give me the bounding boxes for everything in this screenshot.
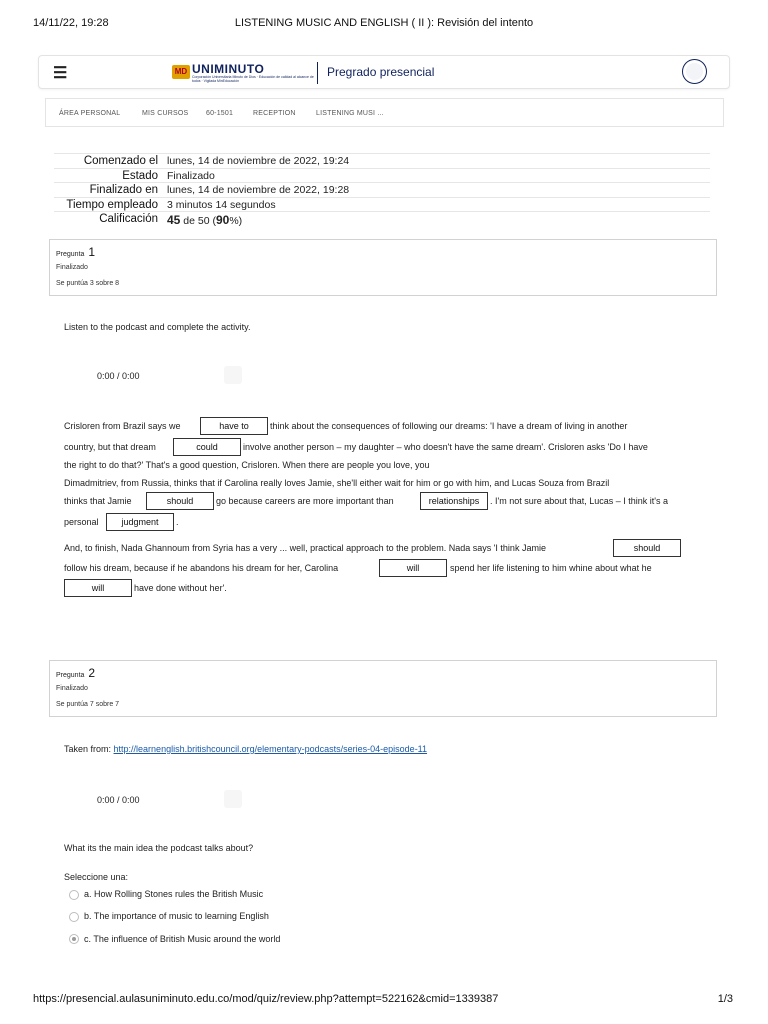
footer-page-number: 1/3 bbox=[717, 993, 733, 1005]
answer-blank-2: could bbox=[173, 438, 241, 456]
summary-row-grade bbox=[54, 211, 710, 226]
q1-text-line: follow his dream, because if he abandons his dream for her, Carolina bbox=[64, 563, 339, 573]
source-prefix: Taken from: bbox=[64, 744, 114, 754]
footer-url: https://presencial.aulasuniminuto.edu.co/mod/quiz/review.php?attempt=522162&cmid=1339387 bbox=[33, 993, 499, 1005]
answer-blank-7: will bbox=[379, 559, 447, 577]
grade-rest: de 50 ( bbox=[180, 215, 216, 227]
answer-blank-3: should bbox=[146, 492, 214, 510]
q1-text-line: And, to finish, Nada Ghannoum from Syria has a very ... well, practical approach to the problem. Nada says 'I think Jamie bbox=[64, 543, 546, 553]
print-date: 14/11/22, 19:28 bbox=[33, 17, 109, 29]
q1-text-line: . bbox=[176, 517, 179, 527]
question-word: Pregunta bbox=[56, 251, 85, 258]
question-label bbox=[56, 245, 95, 259]
breadcrumb-item-course-code[interactable]: 60-1501 bbox=[206, 110, 234, 117]
option-c-label: c. The influence of British Music around the world bbox=[84, 934, 281, 944]
summary-grade-value bbox=[167, 213, 242, 227]
q1-text-line: spend her life listening to him whine about what he bbox=[450, 563, 652, 573]
print-header bbox=[0, 17, 768, 31]
option-b-label: b. The importance of music to learning English bbox=[84, 911, 269, 921]
option-a-label: a. How Rolling Stones rules the British Music bbox=[84, 889, 264, 899]
summary-value: lunes, 14 de noviembre de 2022, 19:24 bbox=[167, 155, 350, 167]
summary-label: Finalizado en bbox=[89, 184, 158, 196]
logo-tagline: Corporación Universitaria Minuto de Dios · Educación de calidad al alcance de todos · Vigilada MinEducación bbox=[192, 75, 314, 83]
menu-icon[interactable]: ☰ bbox=[53, 65, 68, 82]
radio-option-a[interactable] bbox=[69, 890, 79, 900]
q1-text-line: . I'm not sure about that, Lucas – I think it's a bbox=[490, 496, 669, 506]
q1-text-line: have done without her'. bbox=[134, 583, 227, 593]
audio-player-time[interactable]: 0:00 / 0:00 bbox=[97, 795, 140, 805]
site-logo[interactable] bbox=[172, 60, 484, 88]
summary-label: Estado bbox=[122, 169, 158, 182]
answer-blank-1: have to bbox=[200, 417, 268, 435]
question-label bbox=[56, 666, 95, 680]
radio-option-b[interactable] bbox=[69, 912, 79, 922]
grade-end: %) bbox=[229, 215, 243, 227]
q1-text-line: thinks that Jamie bbox=[64, 496, 132, 506]
summary-value: lunes, 14 de noviembre de 2022, 19:28 bbox=[167, 184, 350, 196]
question-1-info bbox=[49, 239, 717, 296]
q1-text-line: go because careers are more important than bbox=[216, 496, 394, 506]
q1-text-line: Dimadmitriev, from Russia, thinks that if Carolina really loves Jamie, she'll either wait for him or go with him, and Lucas Souza from Brazil bbox=[64, 478, 610, 488]
user-avatar[interactable] bbox=[682, 59, 707, 84]
grade-percent: 90 bbox=[215, 213, 230, 227]
question-number: 2 bbox=[88, 666, 96, 680]
audio-volume-icon[interactable] bbox=[224, 790, 242, 808]
audio-player-time[interactable]: 0:00 / 0:00 bbox=[97, 371, 140, 381]
audio-volume-icon[interactable] bbox=[224, 366, 242, 384]
q1-text-line: the right to do that?' That's a good question, Crisloren. When there are people you love, you bbox=[64, 460, 430, 470]
q1-text-line: personal bbox=[64, 517, 99, 527]
question-word: Pregunta bbox=[56, 672, 85, 679]
breadcrumb-item-reception[interactable]: RECEPTION bbox=[253, 110, 296, 117]
summary-row-finished bbox=[54, 182, 710, 197]
summary-row-time-taken bbox=[54, 197, 710, 212]
question-state: Finalizado bbox=[56, 685, 88, 692]
summary-label: Calificación bbox=[99, 213, 158, 225]
attempt-summary bbox=[54, 153, 710, 226]
summary-value: Finalizado bbox=[167, 169, 215, 182]
radio-option-c[interactable] bbox=[69, 934, 79, 944]
print-title: LISTENING MUSIC AND ENGLISH ( II ): Revisión del intento bbox=[234, 17, 534, 29]
answer-blank-6: should bbox=[613, 539, 681, 557]
q1-text-line: Crisloren from Brazil says we bbox=[64, 421, 181, 431]
logo-mark: MD bbox=[172, 65, 190, 79]
answer-blank-4: relationships bbox=[420, 492, 488, 510]
question-grade: Se puntúa 3 sobre 8 bbox=[56, 280, 120, 287]
logo-divider bbox=[317, 62, 318, 84]
answer-blank-5: judgment bbox=[106, 513, 174, 531]
question-2-info bbox=[49, 660, 717, 717]
question-2-prompt: What its the main idea the podcast talks about? bbox=[64, 843, 254, 853]
source-link[interactable]: http://learnenglish.britishcouncil.org/elementary-podcasts/series-04-episode-11 bbox=[113, 744, 428, 754]
select-one-label: Seleccione una: bbox=[64, 872, 129, 882]
q1-text-line: think about the consequences of following our dreams: 'I have a dream of living in another bbox=[270, 421, 628, 431]
question-state: Finalizado bbox=[56, 264, 88, 271]
q1-text-line: involve another person – my daughter – who doesn't have the same dream'. Crisloren asks 'Do I have bbox=[243, 442, 648, 452]
answer-blank-8: will bbox=[64, 579, 132, 597]
summary-row-started bbox=[54, 153, 710, 168]
summary-row-state bbox=[54, 168, 710, 183]
source-line bbox=[64, 744, 427, 754]
grade-score: 45 bbox=[167, 213, 181, 227]
top-navbar bbox=[38, 55, 730, 89]
breadcrumb-item-area-personal[interactable]: ÁREA PERSONAL bbox=[59, 110, 121, 117]
breadcrumb bbox=[45, 98, 724, 127]
breadcrumb-item-quiz[interactable]: LISTENING MUSI ... bbox=[316, 110, 384, 117]
question-1-instructions: Listen to the podcast and complete the activity. bbox=[64, 322, 251, 332]
summary-value: 3 minutos 14 segundos bbox=[167, 198, 276, 211]
question-number: 1 bbox=[88, 245, 96, 259]
question-grade: Se puntúa 7 sobre 7 bbox=[56, 701, 120, 708]
summary-label: Tiempo empleado bbox=[66, 198, 158, 211]
breadcrumb-item-mis-cursos[interactable]: MIS CURSOS bbox=[142, 110, 189, 117]
summary-label: Comenzado el bbox=[83, 155, 158, 167]
q1-text-line: country, but that dream bbox=[64, 442, 156, 452]
logo-name: UNIMINUTO bbox=[192, 62, 265, 76]
logo-campus: Pregrado presencial bbox=[327, 65, 435, 79]
